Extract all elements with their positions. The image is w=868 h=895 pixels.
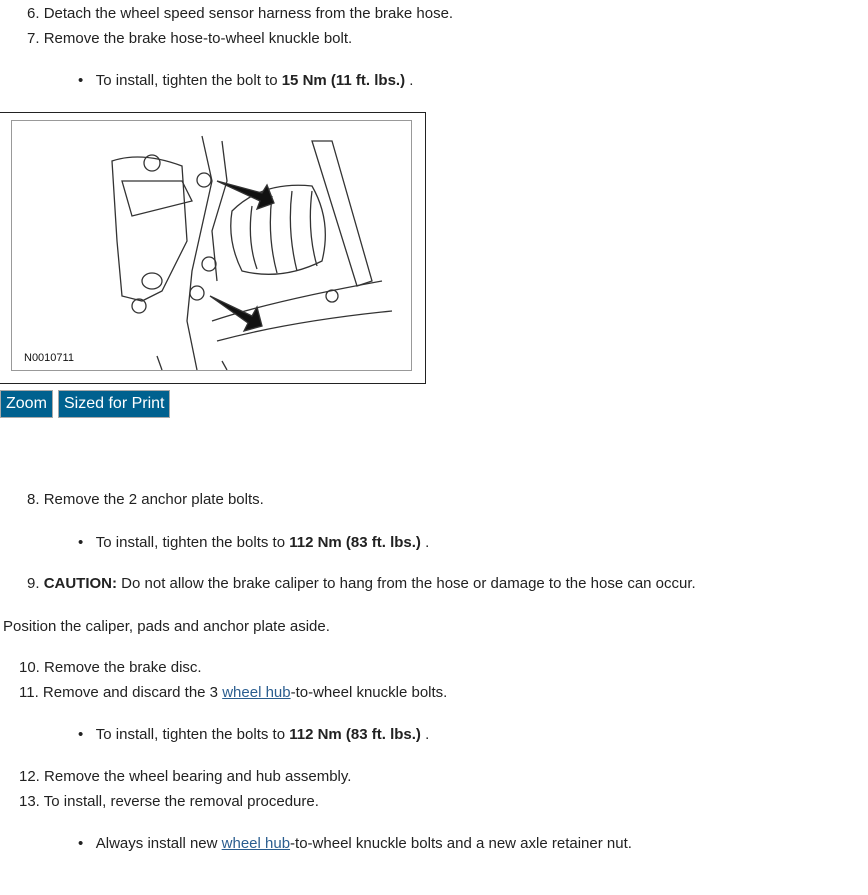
step-number: 13. [19, 793, 40, 810]
note-step-11: • To install, tighten the bolts to 112 Nm (83 ft. lbs.) . [78, 726, 430, 743]
step-text: Remove the wheel bearing and hub assembly. [44, 768, 352, 785]
caution-label: CAUTION: [43, 575, 118, 592]
figure-frame [0, 112, 426, 384]
step-number: 11. [19, 684, 39, 701]
brake-knuckle-illustration [12, 121, 411, 370]
wheel-hub-link[interactable]: wheel hub [221, 835, 291, 852]
step-number: 12. [19, 768, 40, 785]
sized-for-print-button[interactable]: Sized for Print [58, 390, 170, 418]
step-text: -to-wheel knuckle bolts. [290, 684, 448, 701]
zoom-button[interactable]: Zoom [0, 390, 53, 418]
step-text: To install, reverse the removal procedure. [43, 793, 319, 810]
step-text: Remove the brake hose-to-wheel knuckle bolt. [43, 30, 353, 47]
note-text: . [420, 534, 430, 551]
step-number: 9. [27, 575, 40, 592]
note-text: To install, tighten the bolts to [95, 726, 290, 743]
step-number: 10. [19, 659, 40, 676]
note-text: . [405, 72, 414, 89]
step-text: Remove the brake disc. [44, 659, 202, 676]
torque-value: 112 Nm (83 ft. lbs.) [289, 726, 421, 743]
wheel-hub-link[interactable]: wheel hub [222, 684, 291, 701]
paragraph: Position the caliper, pads and anchor plate aside. [3, 618, 330, 635]
note-text: . [420, 726, 430, 743]
step-13 [19, 793, 319, 811]
step-6 [27, 5, 453, 23]
step-9 [27, 575, 696, 593]
step-text: Remove the 2 anchor plate bolts. [43, 491, 264, 508]
step-12 [19, 768, 351, 786]
note-text: To install, tighten the bolts to [95, 534, 290, 551]
step-number: 7. [27, 30, 40, 47]
note-text: Always install new [95, 835, 222, 852]
step-text: Do not allow the brake caliper to hang from the hose or damage to the hose can occur. [117, 575, 696, 592]
torque-value: 112 Nm (83 ft. lbs.) [289, 534, 421, 551]
note-step-7: • To install, tighten the bolt to 15 Nm (11 ft. lbs.) . [78, 72, 414, 89]
note-text: To install, tighten the bolt to [95, 72, 282, 89]
step-text: Detach the wheel speed sensor harness from the brake hose. [43, 5, 454, 22]
note-step-13: • Always install new wheel hub-to-wheel knuckle bolts and a new axle retainer nut. [78, 835, 632, 852]
figure-illustration [11, 120, 412, 371]
step-8 [27, 491, 264, 509]
step-10 [19, 659, 202, 677]
figure-id: N0010711 [24, 352, 74, 364]
step-number: 6. [27, 5, 40, 22]
note-text: -to-wheel knuckle bolts and a new axle retainer nut. [290, 835, 632, 852]
step-text: Remove and discard the 3 [42, 684, 223, 701]
step-11 [19, 684, 447, 702]
step-number: 8. [27, 491, 40, 508]
step-7 [27, 30, 352, 48]
torque-value: 15 Nm (11 ft. lbs.) [281, 72, 406, 89]
note-step-8: • To install, tighten the bolts to 112 Nm (83 ft. lbs.) . [78, 534, 430, 551]
